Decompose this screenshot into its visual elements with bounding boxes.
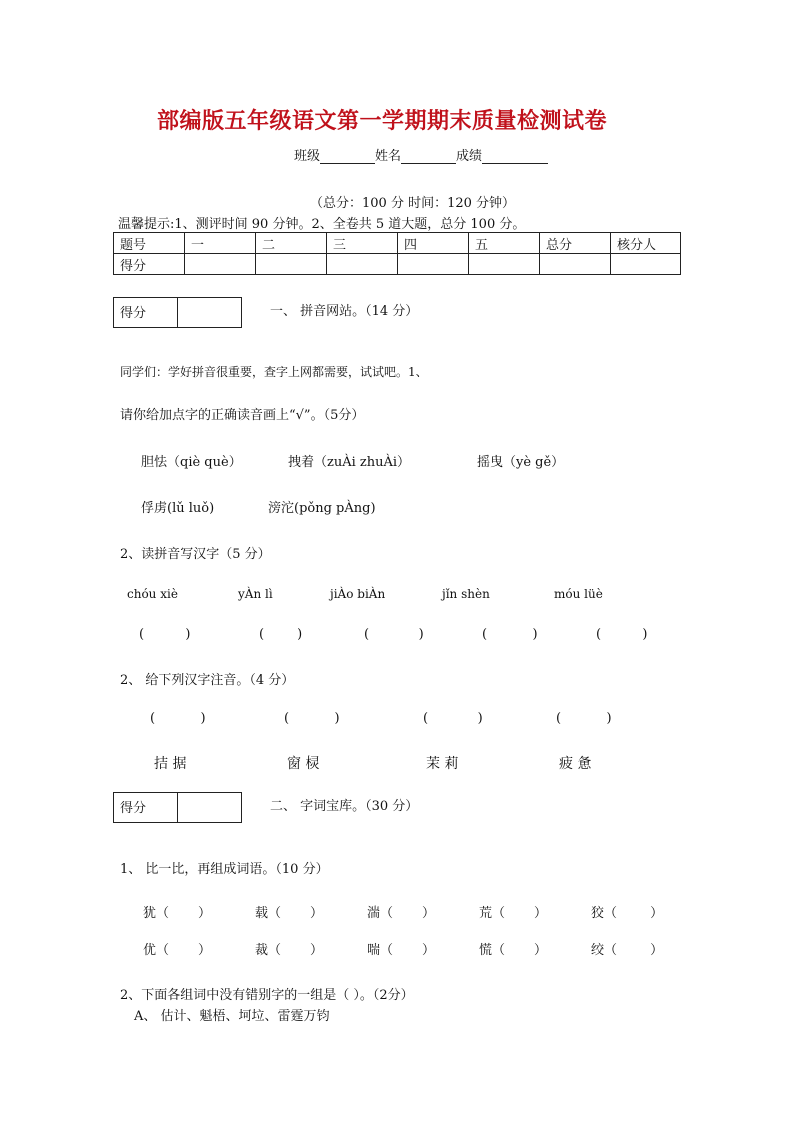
compare-char: 湍（ bbox=[367, 906, 394, 921]
answer-bracket[interactable]: ( ) bbox=[150, 711, 206, 726]
compare-char: 绞（ bbox=[591, 943, 618, 958]
answer-bracket[interactable]: ( ) bbox=[259, 627, 303, 642]
score-table-header: 题号 bbox=[114, 233, 185, 254]
score-cell[interactable] bbox=[469, 254, 540, 275]
section2-q1: 1、 比一比，再组成词语。（10 分） bbox=[120, 862, 329, 877]
score-box-divider bbox=[177, 298, 178, 327]
q1-item: 滂沱(pǒng pÀng) bbox=[268, 501, 376, 516]
score-table-score-row bbox=[114, 254, 681, 275]
compare-item[interactable]: 喘（ ） bbox=[367, 943, 435, 958]
score-cell[interactable] bbox=[327, 254, 398, 275]
answer-bracket[interactable]: ( ) bbox=[139, 627, 191, 642]
score-table-header: 三 bbox=[327, 233, 398, 254]
section1-q1: 请你给加点字的正确读音画上“√”。（5分） bbox=[120, 408, 365, 423]
exam-tip: 温馨提示:1、测评时间 90 分钟。2、全卷共 5 道大题，总分 100 分。 bbox=[118, 217, 526, 232]
section2-score-label: 得分 bbox=[120, 801, 147, 816]
score-table-header: 四 bbox=[398, 233, 469, 254]
score-label: 成绩 bbox=[456, 149, 483, 164]
compare-item[interactable]: 优（ ） bbox=[143, 943, 211, 958]
option-a[interactable]: A、 估计、魁梧、坷垃、雷霆万钧 bbox=[134, 1009, 330, 1024]
q1-item: 摇曳（yè gě） bbox=[477, 455, 565, 470]
compare-char: 慌（ bbox=[479, 943, 506, 958]
compare-char: 载（ bbox=[255, 906, 282, 921]
q1-item: 俘虏(lǔ luǒ) bbox=[141, 501, 215, 516]
answer-bracket[interactable]: ( ) bbox=[596, 627, 648, 642]
section2-score-box[interactable] bbox=[113, 792, 242, 823]
section1-heading: 一、 拼音网站。（14 分） bbox=[270, 304, 419, 319]
score-cell[interactable] bbox=[185, 254, 256, 275]
score-table-header: 五 bbox=[469, 233, 540, 254]
compare-item[interactable]: 犹（ ） bbox=[143, 906, 211, 921]
pinyin-item: yÀn lì bbox=[238, 587, 273, 601]
pinyin-item: móu lüè bbox=[554, 587, 603, 601]
compare-item[interactable]: 绞（ ） bbox=[591, 943, 664, 958]
class-label: 班级 bbox=[294, 149, 321, 164]
q1-item: 拽着（zuÀi zhuÀi） bbox=[288, 455, 411, 470]
section1-q3: 2、 给下列汉字注音。（4 分） bbox=[120, 673, 295, 688]
score-table-header: 总分 bbox=[540, 233, 611, 254]
answer-bracket[interactable]: ( ) bbox=[482, 627, 538, 642]
compare-char: 荒（ bbox=[479, 906, 506, 921]
score-cell[interactable] bbox=[540, 254, 611, 275]
student-info bbox=[294, 145, 548, 164]
name-label: 姓名 bbox=[375, 149, 402, 164]
score-table-row-label: 得分 bbox=[114, 254, 185, 275]
score-cell[interactable] bbox=[256, 254, 327, 275]
score-table-header: 二 bbox=[256, 233, 327, 254]
answer-bracket[interactable]: ( ) bbox=[284, 711, 340, 726]
compare-char: 喘（ bbox=[367, 943, 394, 958]
compare-item[interactable]: 荒（ ） bbox=[479, 906, 547, 921]
score-table-header: 核分人 bbox=[611, 233, 681, 254]
class-blank[interactable] bbox=[320, 150, 375, 164]
score-table bbox=[113, 232, 681, 275]
q3-word: 茉 莉 bbox=[426, 756, 459, 772]
score-table-header: 一 bbox=[185, 233, 256, 254]
section2-heading: 二、 字词宝库。（30 分） bbox=[270, 799, 419, 814]
compare-char: 狡（ bbox=[591, 906, 618, 921]
section1-intro: 同学们：学好拼音很重要，查字上网都需要，试试吧。1、 bbox=[120, 365, 428, 379]
page-title: 部编版五年级语文第一学期期末质量检测试卷 bbox=[157, 109, 608, 134]
compare-char: 犹（ bbox=[143, 906, 170, 921]
section1-score-box[interactable] bbox=[113, 297, 242, 328]
exam-meta: （总分：100 分 时间：120 分钟） bbox=[310, 196, 516, 211]
compare-item[interactable]: 载（ ） bbox=[255, 906, 323, 921]
section1-score-label: 得分 bbox=[120, 306, 147, 321]
compare-item[interactable]: 裁（ ） bbox=[255, 943, 323, 958]
pinyin-item: jiÀo biÀn bbox=[330, 587, 386, 601]
answer-bracket[interactable]: ( ) bbox=[423, 711, 483, 726]
name-blank[interactable] bbox=[401, 150, 456, 164]
q3-word: 拮 据 bbox=[154, 756, 187, 772]
q3-word: 窗 棂 bbox=[287, 756, 320, 772]
compare-item[interactable]: 慌（ ） bbox=[479, 943, 547, 958]
score-table-header-row bbox=[114, 233, 681, 254]
answer-bracket[interactable]: ( ) bbox=[364, 627, 424, 642]
pinyin-item: chóu xiè bbox=[127, 587, 178, 601]
section1-q2: 2、读拼音写汉字（5 分） bbox=[120, 547, 271, 562]
score-blank[interactable] bbox=[482, 150, 548, 164]
q3-word: 疲 惫 bbox=[559, 756, 592, 772]
compare-char: 裁（ bbox=[255, 943, 282, 958]
compare-item[interactable]: 湍（ ） bbox=[367, 906, 435, 921]
score-cell[interactable] bbox=[611, 254, 681, 275]
score-box-divider bbox=[177, 793, 178, 822]
q1-item: 胆怯（qiè què） bbox=[141, 455, 242, 470]
section2-q2: 2、下面各组词中没有错别字的一组是（ ）。（2分） bbox=[120, 988, 414, 1003]
compare-item[interactable]: 狡（ ） bbox=[591, 906, 664, 921]
pinyin-item: jǐn shèn bbox=[442, 587, 490, 601]
answer-bracket[interactable]: ( ) bbox=[556, 711, 612, 726]
score-cell[interactable] bbox=[398, 254, 469, 275]
compare-char: 优（ bbox=[143, 943, 170, 958]
